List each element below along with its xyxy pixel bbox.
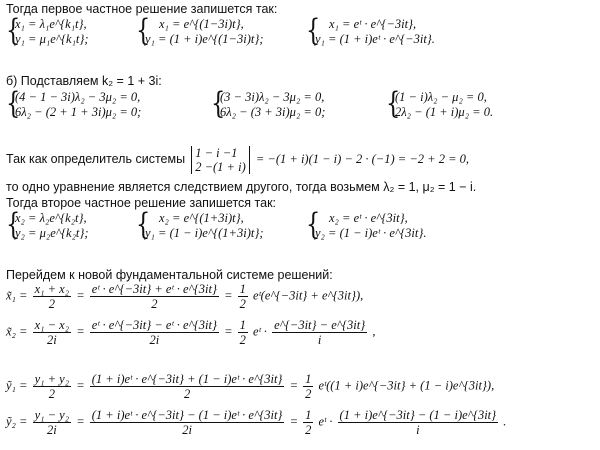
det-result: = −(1 + i)(1 − i) − 2 · (−1) = −2 + 2 = 0, — [255, 151, 470, 166]
tail: eᵗ((1 + i)e^{−3it} + (1 − i)e^{3it}), — [318, 378, 495, 393]
numerator: (1 + i)eᵗ · e^{−3it} + (1 − i)eᵗ · e^{3it} — [91, 372, 283, 386]
half-fraction — [303, 408, 313, 437]
brace: { — [306, 13, 321, 48]
equation: (4 − 1 − 3i)λ₂ − 3μ₂ = 0, — [15, 90, 141, 104]
equation: y₂ = (1 − i)eᵗ · e^{3it}. — [315, 226, 427, 240]
brace: { — [136, 13, 151, 48]
sec1-system-1 — [6, 13, 156, 49]
numerator: eᵗ · e^{−3it} − eᵗ · e^{3it} — [91, 318, 217, 332]
denominator: 2 — [305, 387, 312, 401]
lhs: x̃₂ = — [6, 324, 28, 339]
equation: x₁ = eᵗ · e^{−3it}, — [329, 17, 417, 31]
det-row-1: 1 − i −1 — [195, 146, 238, 160]
equation: x₂ = λ₂e^{k₂t}, — [15, 211, 87, 225]
numerator: 1 — [239, 282, 246, 296]
equation: x₁ = λ₁e^{k₁t}, — [15, 17, 87, 31]
equation: y₁ = (1 + i)eᵗ · e^{−3it}. — [315, 32, 435, 46]
lhs: ỹ₁ = — [6, 378, 28, 393]
sec3-system-1 — [6, 207, 156, 243]
sec1-system-2 — [136, 13, 306, 49]
equals: = — [76, 288, 85, 303]
end-punct: , — [372, 324, 376, 339]
equals: = — [289, 378, 298, 393]
sec2-intro: б) Подставляем k₂ = 1 + 3i: — [6, 74, 162, 88]
sec3-intro: Тогда второе частное решение запишется так: — [6, 196, 277, 210]
equation: 6λ₂ − (2 + 1 + 3i)μ₂ = 0; — [15, 105, 142, 119]
tail: eᵗ · — [253, 324, 267, 339]
numerator: eᵗ · e^{−3it} + eᵗ · e^{3it} — [91, 282, 217, 296]
brace: { — [386, 86, 401, 121]
brace: { — [306, 207, 321, 242]
equation: (3 − 3i)λ₂ − 3μ₂ = 0, — [220, 90, 325, 104]
determinant-matrix — [191, 146, 250, 174]
denominator: 2 — [239, 333, 246, 347]
equation: 6λ₂ − (3 + 3i)μ₂ = 0; — [220, 105, 326, 119]
denominator: i — [317, 333, 322, 347]
equals: = — [289, 414, 298, 429]
equation: y₁ = (1 − i)e^{(1+3i)t}; — [145, 226, 264, 240]
numerator: 1 — [305, 372, 312, 386]
equation: x₁ = e^{(1−3i)t}, — [159, 17, 244, 31]
fraction — [90, 318, 219, 347]
numerator: 1 — [305, 408, 312, 422]
lhs: x̃₁ = — [6, 288, 28, 303]
equals: = — [76, 378, 85, 393]
denominator: 2 — [239, 297, 246, 311]
consequence-line: то одно уравнение является следствием другого, тогда возьмем λ₂ = 1, μ₂ = 1 − i. — [6, 180, 477, 194]
denominator: i — [416, 423, 420, 437]
numerator: e^{−3it} − e^{3it} — [274, 318, 366, 332]
equation: x₂ = e^{(1+3i)t}, — [159, 211, 244, 225]
fraction — [272, 318, 367, 347]
numerator: 1 — [239, 318, 246, 332]
fraction — [33, 408, 71, 437]
numerator: (1 + i)eᵗ · e^{−3it} − (1 − i)eᵗ · e^{3it} — [91, 408, 283, 422]
equals: = — [76, 324, 85, 339]
fund-row-y2 — [6, 408, 506, 437]
equals: = — [224, 324, 233, 339]
fraction — [33, 282, 71, 311]
sec2-system-1 — [6, 86, 206, 122]
fraction — [33, 318, 71, 347]
denominator: 2 — [305, 423, 312, 437]
half-fraction — [238, 282, 248, 311]
denominator: 2 — [151, 297, 158, 311]
fund-row-y1 — [6, 372, 494, 401]
numerator: x₁ + x₂ — [34, 282, 70, 296]
fraction — [33, 372, 71, 401]
denominator: 2i — [46, 423, 57, 437]
equation: 2λ₂ − (1 + i)μ₂ = 0. — [395, 105, 494, 119]
numerator: (1 + i)e^{−3it} − (1 − i)e^{3it} — [339, 408, 497, 422]
lhs: ỹ₂ = — [6, 414, 28, 429]
tail: eᵗ(e^{−3it} + e^{3it}), — [253, 288, 364, 303]
denominator: 2i — [182, 423, 192, 437]
fraction — [90, 408, 285, 437]
brace: { — [6, 207, 21, 242]
sec3-system-3 — [306, 207, 506, 243]
fraction — [90, 372, 285, 401]
equation: y₁ = (1 + i)e^{(1−3i)t}; — [145, 32, 264, 46]
fund-row-x2 — [6, 318, 375, 347]
fraction — [90, 282, 219, 311]
denominator: 2 — [48, 297, 55, 311]
sec1-intro: Тогда первое частное решение запишется так: — [6, 2, 278, 16]
numerator: y₁ + y₂ — [34, 372, 70, 386]
denominator: 2 — [183, 387, 191, 401]
determinant-line — [6, 146, 469, 174]
sec1-system-3 — [306, 13, 506, 49]
sec2-system-2 — [211, 86, 381, 122]
half-fraction — [238, 318, 248, 347]
half-fraction — [303, 372, 313, 401]
denominator: 2i — [46, 333, 57, 347]
brace: { — [136, 207, 151, 242]
sec2-system-3 — [386, 86, 586, 122]
denominator: 2i — [149, 333, 160, 347]
brace: { — [211, 86, 226, 121]
denominator: 2 — [48, 387, 55, 401]
numerator: y₁ − y₂ — [34, 408, 70, 422]
numerator: x₁ − x₂ — [34, 318, 70, 332]
tail: eᵗ · — [318, 414, 333, 429]
equation: (1 − i)λ₂ − μ₂ = 0, — [395, 90, 487, 104]
equals: = — [224, 288, 233, 303]
equals: = — [76, 414, 85, 429]
fund-row-x1 — [6, 282, 363, 311]
equation: y₂ = μ₂e^{k₂t}; — [15, 226, 89, 240]
brace: { — [6, 86, 21, 121]
fraction — [338, 408, 499, 437]
det-row-2: 2 −(1 + i) — [195, 160, 246, 174]
fund-intro: Перейдем к новой фундаментальной системе решений: — [6, 268, 333, 282]
end-punct: . — [503, 414, 507, 429]
det-prefix: Так как определитель системы — [6, 151, 186, 166]
equation: y₁ = μ₁e^{k₁t}; — [15, 32, 89, 46]
brace: { — [6, 13, 21, 48]
equation: x₂ = eᵗ · e^{3it}, — [329, 211, 408, 225]
sec3-system-2 — [136, 207, 306, 243]
